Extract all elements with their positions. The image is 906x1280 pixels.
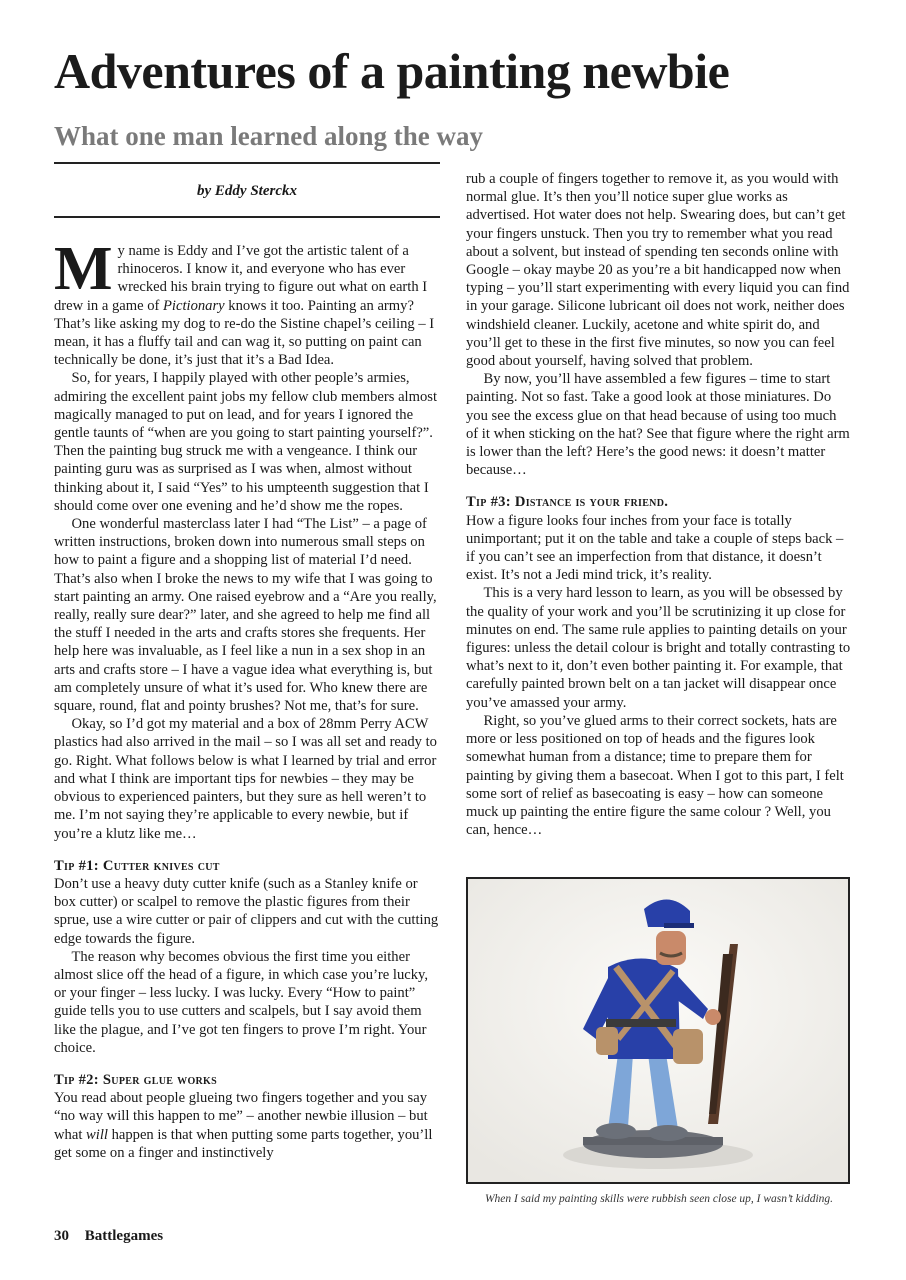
tip-heading: Tip #2: Super glue works [54,1071,217,1088]
right-column [466,170,852,839]
body-paragraph: Okay, so I’d got my material and a box of 28mm Perry ACW plastics had also arrived in the mail – so I was all set and ready to go. Right. What follows below is what I learned by trial and error and what I think are important tips for newbies – they may be obvious to experienced painters, but they sure as hell weren’t to me. I’m not saying they’re applicable to every newbie, but if you’re a klutz like me… [54,716,437,842]
article-subtitle: What one man learned along the way [54,121,484,151]
body-paragraph: This is a very hard lesson to learn, as you will be obsessed by the quality of your work and you’ll be scrutinizing it up close for minutes on end. The same rule applies to painting details on your figures: unless the detail colour is bright and totally contrasting to what’s next to it, don’t even bother painting it. For example, that carefully painted brown belt on a tan jacket will disappear once you’ve amassed your army. [466,585,851,711]
article-title: Adventures of a painting newbie [54,43,730,99]
header-rule-bottom [54,216,440,218]
byline: by Eddy Sterckx [197,183,297,199]
page-footer [54,1228,175,1245]
body-paragraph: One wonderful masterclass later I had “The List” – a page of written instructions, broken down into numerous small steps on how to paint a figure and a shopping list of material I’d need. That’s also when I broke the news to my wife that I was going to start painting an army. One raised eyebrow and a “Are you really, really, really sure dear?” later, and she agreed to help me find all the stuff I needed in the arts and crafts stores she frequents. Her help here was invaluable, as I feel like a nun in a sex shop in an arts and crafts store – I have a vague idea what everything is, but am completely unsure of what it’s used for. Who knew there are square, round, flat and pointy brushes? Not me, that’s for sure. [54,516,437,715]
body-paragraph: Don’t use a heavy duty cutter knife (such as a Stanley knife or box cutter) or scalpel to remove the plastic figures from their sprue, use a wire cutter or pair of clippers and cut with the cutting edge towards the figure. [54,875,439,947]
body-paragraph: So, for years, I happily played with other people’s armies, admiring the excellent paint jobs my fellow club members almost magically managed to put on lead, and for years I ignored the gentle taunts of “when are you going to start painting yourself?”. Then the painting bug struck me with a vengeance. I think our painting guru was as surprised as I was when, almost without thinking about it, I said “Yes” to his umpteenth suggestion that I should come over one evening and he’d show me the ropes. [54,370,437,514]
body-paragraph: By now, you’ll have assembled a few figures – time to start painting. Not so fast. Take a good look at those miniatures. Do you see the excess glue on that head because of using too much of it when sticking on the hat? See that figure where the right arm is lower than the left? Here’s the good news: it doesn’t matter because… [466,371,850,479]
photo-caption: When I said my painting skills were rubbish seen close up, I wasn’t kidding. [484,1193,834,1205]
body-paragraph: You read about people glueing two fingers together and you say “no way will this happen to me” – another newbie illusion – but what will happen is that when putting some parts together, you’ll get some on a finger and instinctively [54,1090,433,1161]
tip-heading: Tip #3: Distance is your friend. [466,494,669,511]
body-paragraph: rub a couple of fingers together to remove it, as you would with normal glue. It’s then you’ll notice super glue works as advertised. Hot water does not help. Swearing does, but can’t get your fingers unstuck. Then you try to remember what you read about a solvent, but instead of spending ten seconds online with Google – okay maybe 20 as you’re a bit handicapped now when typing – you’ll start experimenting with every liquid you can find in your garage. Silicone lubricant oil does not work, neither does windshield cleaner. Luckily, acetone and white spirit do, and you’ll get to these in the first five minutes, so now you can feel good about yourself, having solved that problem. [466,171,850,370]
left-column [54,235,440,1162]
painted-soldier-figure [468,879,848,1182]
body-paragraph: Right, so you’ve glued arms to their correct sockets, hats are more or less positioned on top of heads and the figures look somewhat human from a distance; time to prepare them for painting by giving them a basecoat. When I got to this part, I felt some sort of relief as basecoating is easy – how can someone muck up painting the entire figure the same colour ? Well, you can, hence… [466,712,844,839]
body-paragraph: How a figure looks four inches from your face is totally unimportant; put it on the table and take a couple of steps back – if you can’t see an imperfection from that distance, it doesn’t exist. It’s not a Jedi mind trick, it’s reality. [466,512,844,584]
miniature-photo [466,877,850,1184]
body-paragraph: The reason why becomes obvious the first time you either almost slice off the head of a figure, in which case you’re lucky, or your finger – less lucky. I was lucky. Every “How to paint” guide tells you to use cutters and scalpels, but I say avoid them like the plague, and I’ve got ten fingers to prove I’m right. Your choice. [54,948,429,1056]
page-number: 30 [54,1228,69,1244]
tip-heading: Tip #1: Cutter knives cut [54,857,220,874]
magazine-name: Battlegames [84,1228,164,1244]
intro-paragraph: My name is Eddy and I’ve got the artistic talent of a rhinoceros. I know it, and everyone who has ever wrecked his brain trying to figure out what on earth I drew in a game of Pictionary knows it too. Painting an army? That’s like asking my dog to re-do the Sistine chapel’s ceiling – I mean, it has a fluffy tail and can wag it, so putting on paint can technically be done, it’s just that it’s a Bad Idea. [54,235,435,369]
drop-cap: M [54,235,113,303]
header-rule-top [54,162,440,164]
